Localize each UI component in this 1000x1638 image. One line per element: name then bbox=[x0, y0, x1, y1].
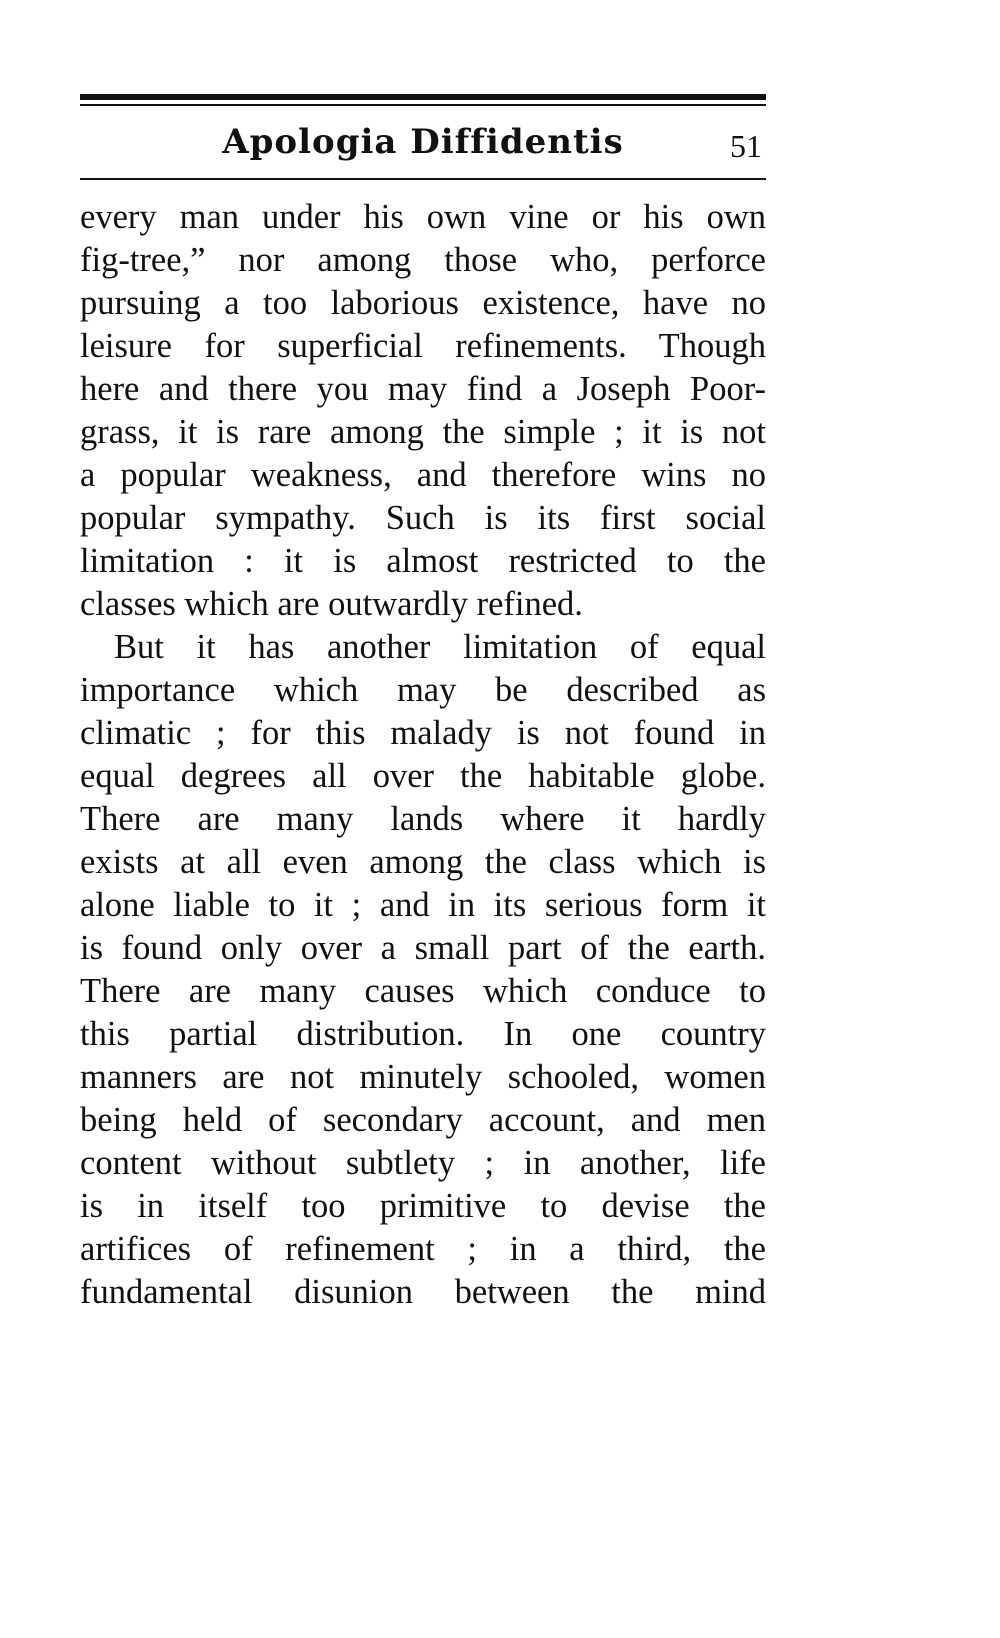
text-line: grass, it is rare among the simple ; it is not bbox=[80, 413, 766, 451]
text-line: being held of secondary account, and men bbox=[80, 1101, 766, 1139]
running-head-title: Apologia Diffidentis bbox=[222, 122, 624, 162]
header-rule-bottom bbox=[80, 178, 766, 180]
text-line: alone liable to it ; and in its serious form it bbox=[80, 886, 766, 924]
page-number: 51 bbox=[730, 128, 762, 164]
text-line: content without subtlety ; in another, life bbox=[80, 1144, 766, 1182]
text-line: manners are not minutely schooled, women bbox=[80, 1058, 766, 1096]
text-line: artifices of refinement ; in a third, the bbox=[80, 1230, 766, 1268]
text-line: is in itself too primitive to devise the bbox=[80, 1187, 766, 1225]
header-rule-thick bbox=[80, 94, 766, 100]
text-line: fundamental disunion between the mind bbox=[80, 1273, 766, 1311]
text-line: is found only over a small part of the earth. bbox=[80, 929, 766, 967]
paragraph-1 bbox=[80, 196, 766, 626]
text-line: a popular weakness, and therefore wins no bbox=[80, 456, 766, 494]
text-line: leisure for superficial refinements. Though bbox=[80, 327, 766, 365]
text-line: here and there you may find a Joseph Poor- bbox=[80, 370, 766, 408]
paragraph-2 bbox=[80, 626, 766, 1314]
text-line: There are many causes which conduce to bbox=[80, 972, 766, 1010]
text-line: limitation : it is almost restricted to the bbox=[80, 542, 766, 580]
text-line: every man under his own vine or his own bbox=[80, 198, 766, 236]
text-line: popular sympathy. Such is its first social bbox=[80, 499, 766, 537]
text-line: climatic ; for this malady is not found in bbox=[80, 714, 766, 752]
text-line: exists at all even among the class which is bbox=[80, 843, 766, 881]
body-text bbox=[80, 196, 766, 1314]
text-line: classes which are outwardly refined. bbox=[80, 585, 583, 623]
text-line: equal degrees all over the habitable globe. bbox=[80, 757, 766, 795]
text-line: fig-tree,” nor among those who, perforce bbox=[80, 241, 766, 279]
text-line: this partial distribution. In one country bbox=[80, 1015, 766, 1053]
header-rule-thin bbox=[80, 104, 766, 106]
running-head bbox=[80, 114, 766, 172]
text-line: pursuing a too laborious existence, have no bbox=[80, 284, 766, 322]
text-line: importance which may be described as bbox=[80, 671, 766, 709]
text-line: But it has another limitation of equal bbox=[114, 628, 766, 666]
text-line: There are many lands where it hardly bbox=[80, 800, 766, 838]
